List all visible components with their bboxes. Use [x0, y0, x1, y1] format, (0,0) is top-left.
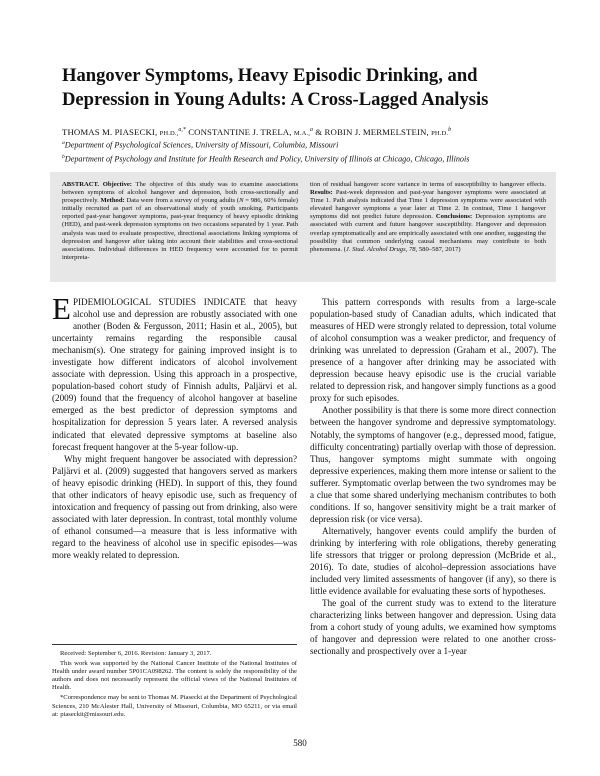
- author-3-name: ROBIN J. MERMELSTEIN,: [324, 126, 429, 137]
- footnote-received: Received: September 6, 2016. Revision: January 3, 2017.: [60, 650, 212, 657]
- abstract-method-text-a: Data were from a survey of young adults (: [126, 197, 240, 205]
- title-line-2: Depression in Young Adults: A Cross-Lagged Analysis: [62, 89, 489, 110]
- author-2-affiliation-mark: a: [309, 127, 313, 133]
- affiliation-a-text: Department of Psychological Sciences, University of Missouri, Columbia, Missouri: [64, 140, 339, 150]
- author-3-affiliation-mark: b: [448, 127, 452, 133]
- abstract-method-n: N: [239, 197, 244, 205]
- opening-caps: PIDEMIOLOGICAL STUDIES INDICATE: [72, 297, 246, 307]
- affiliation-a: [62, 138, 542, 151]
- body-paragraph: [52, 291, 297, 453]
- page-number: 580: [293, 738, 307, 748]
- body-left-column: [52, 291, 297, 561]
- author-1-name: THOMAS M. PIASECKI,: [62, 126, 158, 137]
- footnote-correspondence: *Correspondence may be sent to Thomas M. Piasecki at the Department of Psychological Sciences, 210 McAlester Hall, University of Missouri, Columbia, MO 65211, or via email at: piaseckit@missouri.edu.: [52, 694, 297, 718]
- abstract-method-text-b: = 986, 60% female) initially recruited as part of an observational study of youth smoking. Participants reported past-year hangover symptoms, past-year frequency of heavy episodic drinking (HED), and past-week depression symptoms on two occasions separated by 1 year. Path analysis was used to evaluate prospective, directional associations linking symptoms of depression and hangover after taking into account their stabilities and cross-sectional associations. Individual differences in HED frequency were accounted for to permit interpreta-: [62, 197, 298, 261]
- affiliation-b: [62, 152, 542, 165]
- footnotes: [52, 650, 297, 721]
- author-2-degree: M.A.,: [293, 129, 310, 137]
- affiliation-b-mark: b: [62, 154, 65, 160]
- title-line-1: Hangover Symptoms, Heavy Episodic Drinking, and: [62, 65, 478, 86]
- author-1-affiliation-mark: a,*: [178, 127, 186, 133]
- author-ampersand: &: [315, 126, 323, 137]
- author-3-degree: PH.D.: [431, 129, 449, 137]
- body-paragraph: Why might frequent hangover be associated with depression? Paljärvi et al. (2009) suggested that hangovers served as markers of heavy episodic drinking (HED). In support of this, they found that other indicators of heavy episodic use, such as frequency of intoxication and frequency of passing out from drinking, also were associated with later depression. In contrast, total monthly volume of ethanol consumed—a measure that is less informative with regard to the heaviness of alcohol use in specific episodes—was more weakly related to depression.: [52, 453, 297, 560]
- body-paragraph: Another possibility is that there is some more direct connection between the hangover syndrome and depressive symptomatology. Notably, the symptoms of hangover (e.g., depressed mood, fatigue, difficulty concentrating) partially overlap with those of depression. Thus, hangover symptoms might summate with ongoing depressive experiences, making them more intense or salient to the sufferer. Symptomatic overlap between the two syndromes may be a clue that some shared underlying mechanism contributes to both conditions. If so, hangover sensitivity might be a trait marker of depression risk (or vice versa).: [310, 405, 556, 524]
- abstract-citation-journal: J. Stud. Alcohol Drugs, 78,: [345, 245, 418, 253]
- abstract-results-label: Results:: [310, 189, 333, 197]
- body-right-column: [310, 296, 556, 657]
- body-paragraph: This pattern corresponds with results from a large-scale population-based study of Canadian adults, which indicated that measures of HED were strongly related to depression, total volume of alcohol consumption was a weaker predictor, and frequency of drinking was unrelated to depression (Graham et al., 2007). The presence of a hangover after drinking may be associated with depression because heavy episodic use is the crucial variable related to depression risk, and hangover simply functions as a good proxy for such episodes.: [310, 297, 556, 404]
- affiliation-b-text: Department of Psychology and Institute for Health Research and Policy, University of Illinois at Chicago, Chicago, Illinois: [64, 154, 470, 164]
- body-paragraph: The goal of the current study was to extend to the literature characterizing links between hangover and depression. Using data from a cohort study of young adults, we examined how symptoms of hangover and depression were related to one another cross-sectionally and prospectively over a 1-year: [310, 598, 556, 657]
- abstract-objective-label: ABSTRACT. Objective:: [62, 181, 133, 188]
- drop-cap: E: [52, 291, 71, 326]
- abstract-right-text: tion of residual hangover score variance in terms of susceptibility to hangover effects.: [310, 181, 546, 188]
- author-2-name: CONSTANTINE J. TRELA,: [188, 126, 292, 137]
- affiliation-a-mark: a: [62, 140, 65, 146]
- abstract-conclusions-label: Conclusions:: [435, 213, 473, 221]
- article-title: [62, 64, 542, 112]
- abstract-right-column: [310, 181, 546, 254]
- abstract-left-column: [62, 181, 298, 262]
- abstract-citation-rest: 580–587, 2017): [417, 245, 461, 253]
- body-paragraph: Alternatively, hangover events could amplify the burden of drinking by interfering with role obligations, thereby generating life stressors that trigger or prolong depression (McBride et al., 2016). To date, studies of alcohol–depression associations have included very limited assessments of hangover (if any), so there is little evidence available for evaluating these sorts of hypotheses.: [310, 525, 556, 597]
- footnote-divider: [52, 644, 297, 645]
- opening-text: that heavy alcohol use and depression are robustly associated with one another (Boden & Fergusson, 2011; Hasin et al., 2005), but uncertainty remains regarding the responsible causal mechanism(s). One strategy for gaining improved insight is to investigate how different indicators of alcohol involvement associate with depression. Using this approach in a prospective, population-based cohort study of Finnish adults, Paljärvi et al. (2009) found that the frequency of alcohol hangover at baseline emerged as the best predictor of depression symptoms and hospitalization for depression 5 years later. A reversed analysis indicated that elevated depressive symptoms at baseline also forecast frequent hangover at the 5-year follow-up.: [52, 297, 297, 452]
- abstract-conclusions-text: Depression symptoms are associated with current and future hangover susceptibility. Hangover and depression overlap symptomatically and are empirically associated with one another, suggesting the possibility that common underlying causal mechanisms may contribute to both phenomena. (: [310, 213, 547, 253]
- footnote-funding: This work was supported by the National Cancer Institute of the National Institutes of Health under award number 5P01CA098262. The content is solely the responsibility of the authors and does not necessarily represent the official views of the National Institutes of Health.: [52, 660, 297, 692]
- abstract-method-label: Method:: [100, 197, 125, 205]
- abstract-results-text: Past-week depression and past-year hangover symptoms were associated at Time 1. Path analysis indicated that Time 1 depression symptoms were associated with elevated hangover symptoms a year later at Time 2. In contrast, Time 1 hangover symptoms did not predict future depression.: [310, 189, 546, 221]
- author-1-degree: PH.D.,: [159, 129, 179, 137]
- abstract-objective-text: The objective of this study was to examine associations between symptoms of alcohol hangover and depression, both cross-sectionally and prospectively.: [62, 181, 299, 205]
